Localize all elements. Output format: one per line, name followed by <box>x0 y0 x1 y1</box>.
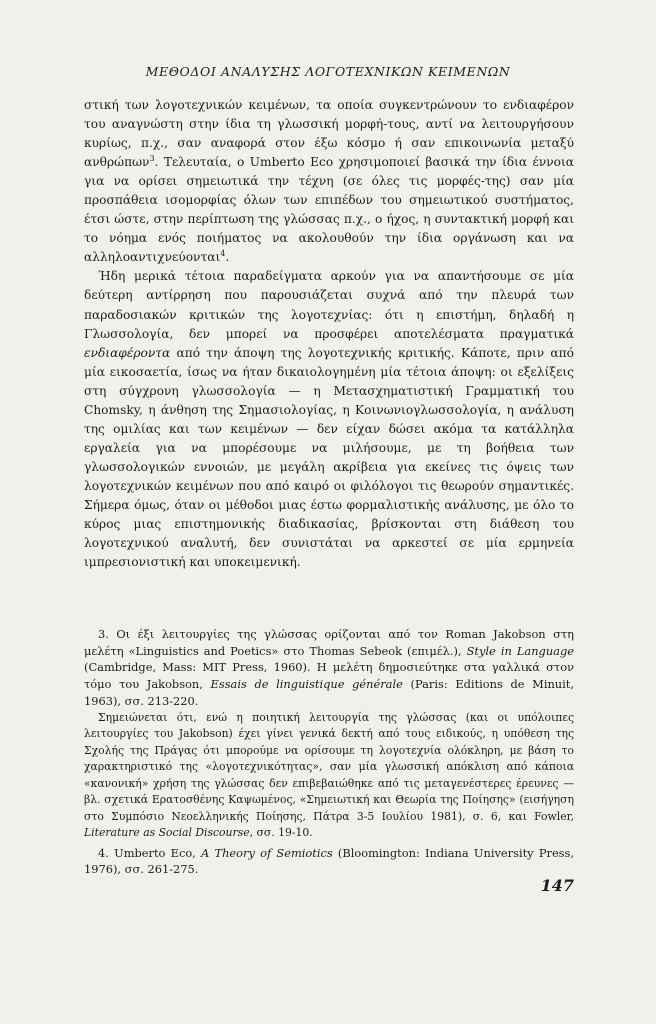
footnote-ref-3[interactable]: 3 <box>149 154 155 164</box>
footnote-3-note-text-b: , σσ. 19-10. <box>249 826 313 840</box>
footnote-4-text-a: 4. Umberto Eco, <box>98 845 202 860</box>
footnote-4-title: A Theory of Semiotics <box>201 845 333 860</box>
paragraph-1-text-a: στική των λογοτεχνικών κειμένων, τα οποία συγκεντρώνουν το ενδιαφέρον του αναγνώστη στην ίδια τη γλωσσική μορφή-τους, αντί να λειτουργήσουν κυρίως, π.χ., σαν αναφορά στον έξω κόσμο ή σαν επικοινωνία μεταξύ ανθρώπων <box>84 98 574 170</box>
footnote-3-text-c: (Paris: Editions de Minuit, 1963), σσ. 213-220. <box>84 677 574 708</box>
paragraph-1 <box>84 96 574 267</box>
footnote-3-note <box>84 710 574 842</box>
footnote-4 <box>84 845 574 878</box>
footnotes <box>84 626 574 878</box>
footnote-3-text-b: (Cambridge, Mass: MIT Press, 1960). Η μελέτη δημοσιεύτηκε στα γαλλικά στον τόμο του Jakobson, <box>84 660 574 692</box>
paragraph-2-text-b: από την άποψη της λογοτεχνικής κριτικής. Κάποτε, πριν από μία εικοσαετία, ίσως να ήταν δικαιολογημένη μία τέτοια άποψη: οι εξελίξεις στη σύγχρονη γλωσσολογία — η Μετασχηματιστική Γραμματική του Chomsky, η άνθηση της Σημασιολογίας, η Κοινωνιογλωσσολογία, η ανάλυση της ομιλίας και των κειμένων — δεν είχαν δώσει ακόμα τα κατάλληλα εργαλεία για να μπορέσουμε να μιλήσουμε, με τη βοήθεια των γλωσσολογικών εννοιών, με μεγάλη ακρίβεια για εκείνες τις όψεις των λογοτεχνικών κειμένων που από καιρό οι φιλόλογοι τις θεωρούν σημαντικές. Σήμερα όμως, όταν οι μέθοδοι μιας έστω φορμαλιστικής ανάλυσης, με όλο το κύρος μιας επιστημονικής διαδικασίας, βρίσκονται στη διάθεση του λογοτεχνικού αναλυτή, δεν συνιστάται να αρκεστεί σε μία ερμηνεία ιμπρεσιονιστική και υποκειμενική. <box>84 345 574 570</box>
footnote-ref-4[interactable]: 4 <box>220 249 226 259</box>
page-number: 147 <box>540 876 574 895</box>
paragraph-2-text-a: Ήδη μερικά τέτοια παραδείγματα αρκούν για να απαντήσουμε σε μία δεύτερη αντίρρηση που παρουσιάζεται συχνά από την πλευρά των παραδοσιακών κριτικών της λογοτεχνίας: ότι η επιστήμη, δηλαδή η Γλωσσολογία, δεν μπορεί να προσφέρει αποτελέσματα πραγματικά <box>84 269 574 341</box>
body-text <box>84 96 574 572</box>
footnote-3-title-1: Style in Language <box>466 643 574 658</box>
paragraph-2 <box>84 267 574 572</box>
footnote-4-text-b: (Bloomington: Indiana University Press, 1976), σσ. 261-275. <box>84 845 574 877</box>
footnote-3-note-title: Literature as Social Discourse <box>84 826 250 840</box>
footnote-3-title-2: Essais de linguistique générale <box>210 677 403 692</box>
footnote-3-text-a: 3. Οι έξι λειτουργίες της γλώσσας ορίζονται από τον Roman Jakobson στη μελέτη «Linguistics and Poetics» στο Thomas Sebeok (επιμέλ.), <box>84 627 574 658</box>
running-head: ΜΕΘΟΔΟΙ ΑΝΑΛΥΣΗΣ ΛΟΓΟΤΕΧΝΙΚΩΝ ΚΕΙΜΕΝΩΝ <box>145 64 511 79</box>
paragraph-1-text-b: . Τελευταία, ο Umberto Eco χρησιμοποιεί βασικά την ίδια έννοια για να ορίσει σημειωτικά την τέχνη (σε όλες τις μορφές-της) σαν μία προσπάθεια ισομορφίας όλων των επιπέδων του σημειωτικού συστήματος, έτσι ώστε, στην περίπτωση της γλώσσας π.χ., ο ήχος, η συντακτική μορφή και το νόημα ενός ποιήματος να ακολουθούν την ίδια οργάνωση και να αλληλοαντιχνεύονται <box>84 155 574 265</box>
footnote-3-note-text-a: Σημειώνεται ότι, ενώ η ποιητική λειτουργία της γλώσσας (και οι υπόλοιπες λειτουργίες του Jakobson) έχει γίνει γενικά δεκτή από τους ειδικούς, η υπόθεση της Σχολής της Πράγας ότι μπορούμε να ορίσουμε τη λογοτεχνία ολόκληρη, με βάση το χαρακτηριστικό της «λογοτεχνικότητας», σαν μία γλωσσική απόκλιση από κάποια «κανονική» χρήση της γλώσσας δεν επιβεβαιώθηκε από τις μεταγενέστερες έρευνες — βλ. σχετικά Ερατοσθένης Καψωμένος, «Σημειωτική και Θεωρία της Ποίησης» (εισήγηση στο Συμπόσιο Νεοελληνικής Ποίησης, Πάτρα 3-5 Ιουλίου 1981), σ. 6, και Fowler, <box>84 710 574 823</box>
paragraph-2-emphasis: ενδιαφέροντα <box>84 345 171 360</box>
footnote-3 <box>84 626 574 710</box>
paragraph-1-text-c: . <box>225 250 230 265</box>
